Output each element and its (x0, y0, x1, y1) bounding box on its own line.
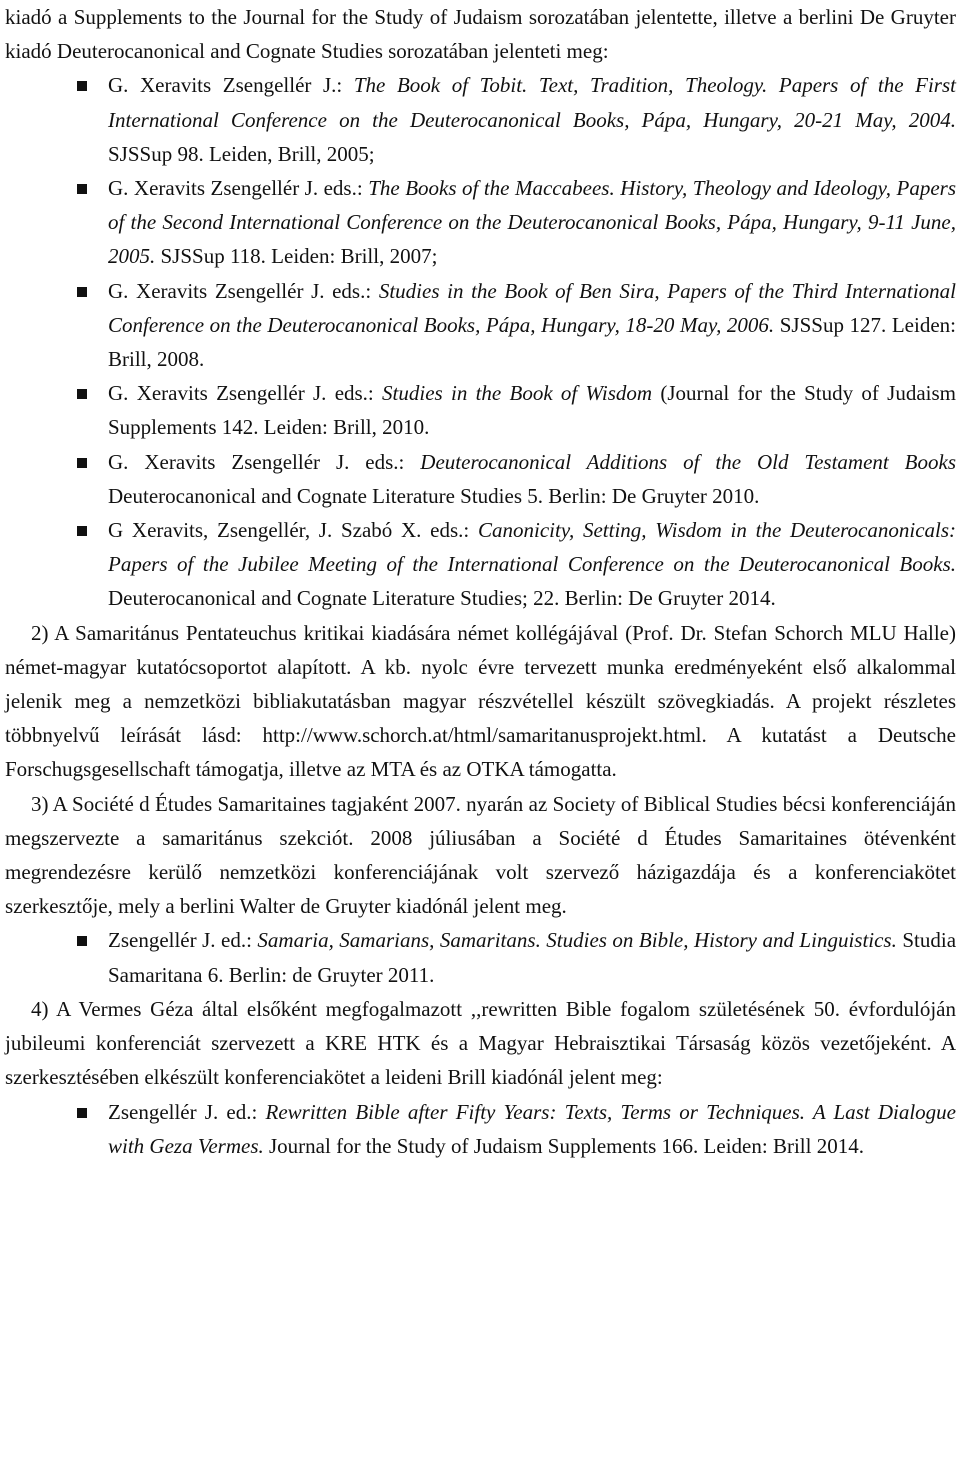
bibliography-list-2 (5, 923, 956, 991)
list-item: G. Xeravits Zsengellér J. eds.: Deuterocanonical Additions of the Old Testament Books Deuterocanonical and Cognate Literature Studies 5. Berlin: De Gruyter 2010. (108, 445, 956, 513)
list-item: G. Xeravits Zsengellér J. eds.: The Books of the Maccabees. History, Theology and Ideology, Papers of the Second International Conference on the Deuterocanonical Books, Pápa, Hungary, 9-11 June, 2005. SJSSup 118. Leiden: Brill, 2007; (108, 171, 956, 274)
square-bullet-icon (77, 526, 87, 536)
square-bullet-icon (77, 81, 87, 91)
list-item: G Xeravits, Zsengellér, J. Szabó X. eds.: Canonicity, Setting, Wisdom in the Deuterocanonicals: Papers of the Jubilee Meeting of the International Conference on the Deuterocanonical Books. Deuterocanonical and Cognate Literature Studies; 22. Berlin: De Gruyter 2014. (108, 513, 956, 616)
paragraph-4: 4) A Vermes Géza által elsőként megfogalmazott ,,rewritten Bible fogalom születésének 50. évfordulóján jubileumi konferenciát szervezett a KRE HTK és a Magyar Hebraisztikai Társaság közös vezetőjeként. A szerkesztésében elkészült konferenciakötet a leideni Brill kiadónál jelent meg: (5, 996, 956, 1090)
list-item: G. Xeravits Zsengellér J. eds.: Studies in the Book of Wisdom (Journal for the Study of Judaism Supplements 142. Leiden: Brill, 2010. (108, 376, 956, 444)
list-item: Zsengellér J. ed.: Rewritten Bible after Fifty Years: Texts, Terms or Techniques. A Last Dialogue with Geza Vermes. Journal for the Study of Judaism Supplements 166. Leiden: Brill 2014. (108, 1095, 956, 1163)
list-item: Zsengellér J. ed.: Samaria, Samarians, Samaritans. Studies on Bible, History and Linguistics. Studia Samaritana 6. Berlin: de Gruyter 2011. (108, 923, 956, 991)
bibliography-list-1 (5, 68, 956, 615)
square-bullet-icon (77, 458, 87, 468)
list-item: G. Xeravits Zsengellér J.: The Book of Tobit. Text, Tradition, Theology. Papers of the First International Conference on the Deuterocanonical Books, Pápa, Hungary, 20-21 May, 2004. SJSSup 98. Leiden, Brill, 2005; (108, 68, 956, 171)
square-bullet-icon (77, 184, 87, 194)
square-bullet-icon (77, 1108, 87, 1118)
paragraph-2: 2) A Samaritánus Pentateuchus kritikai kiadására német kollégájával (Prof. Dr. Stefan Schorch MLU Halle) német-magyar kutatócsoportot alapított. A kb. nyolc évre tervezett munka eredményeként első alkalommal jelenik meg a nemzetközi bibliakutatásban magyar részvétellel készült szövegkiadás. A projekt részletes többnyelvű leírását lásd: http://www.schorch.at/html/samaritanusprojekt.html. A kutatást a Deutsche Forschugsgesellschaft támogatja, illetve az MTA és az OTKA támogatta. (5, 620, 956, 782)
paragraph-3: 3) A Société d Études Samaritaines tagjaként 2007. nyarán az Society of Biblical Studies bécsi konferenciáján megszervezte a samaritánus szekciót. 2008 júliusában a Société d Études Samaritaines ötévenként megrendezésre kerülő nemzetközi konferenciájának volt szervező házigazdája és a konferenciakötet szerkesztője, mely a berlini Walter de Gruyter kiadónál jelent meg. (5, 791, 956, 919)
square-bullet-icon (77, 936, 87, 946)
bibliography-list-3 (5, 1095, 956, 1163)
square-bullet-icon (77, 389, 87, 399)
square-bullet-icon (77, 287, 87, 297)
list-item: G. Xeravits Zsengellér J. eds.: Studies in the Book of Ben Sira, Papers of the Third International Conference on the Deuterocanonical Books, Pápa, Hungary, 18-20 May, 2006. SJSSup 127. Leiden: Brill, 2008. (108, 274, 956, 377)
intro-paragraph: kiadó a Supplements to the Journal for the Study of Judaism sorozatában jelentette, illetve a berlini De Gruyter kiadó Deuterocanonical and Cognate Studies sorozatában jelenteti meg: (5, 5, 956, 64)
